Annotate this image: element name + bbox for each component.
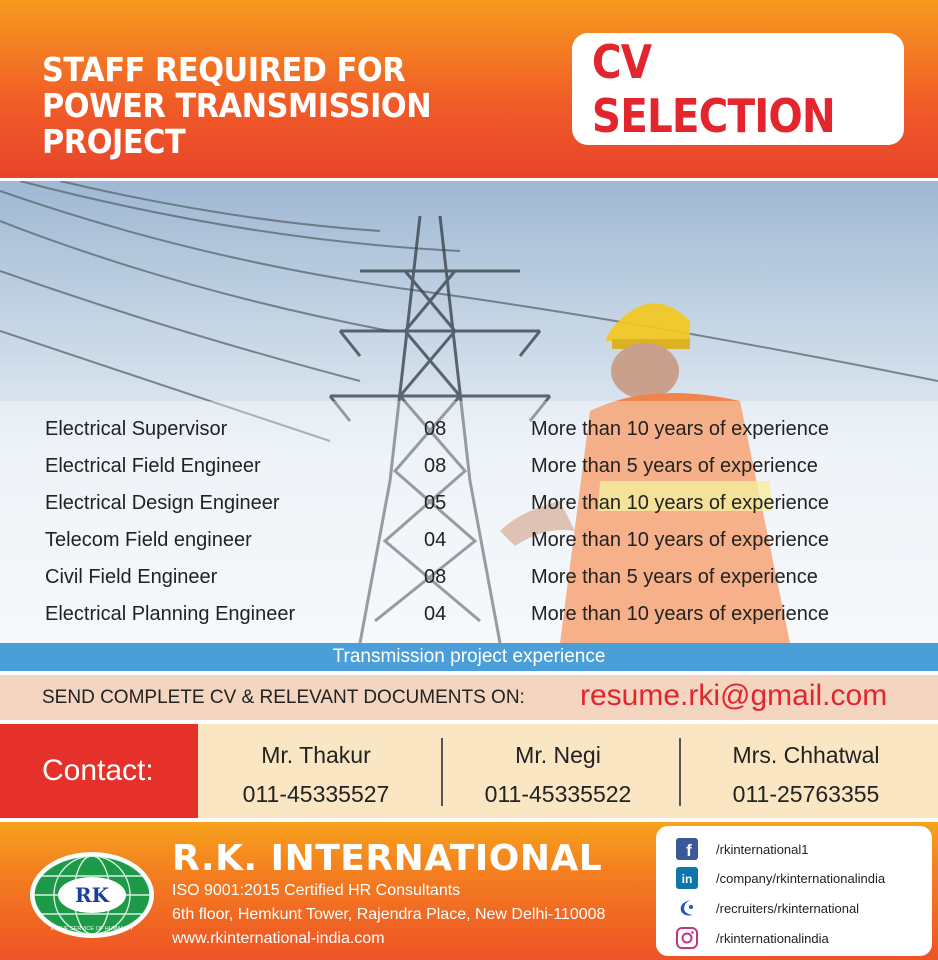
contact-person [696,740,916,809]
job-experience: More than 10 years of experience [531,418,829,440]
job-count: 08 [424,455,447,477]
logo-tagline: IN THE SERVICE OF HUMANITY [50,926,134,932]
job-row [45,566,925,603]
job-title: Electrical Planning Engineer [45,603,296,625]
facebook-icon [676,838,698,860]
cv-selection-text: CV SELECTION [591,35,835,143]
social-handle: /rkinternationalindia [716,930,829,946]
svg-text:f: f [686,841,692,860]
company-address: 6th floor, Hemkunt Tower, Rajendra Place, New Delhi-110008 [172,906,606,923]
job-row [45,418,925,455]
job-title: Telecom Field engineer [45,529,252,551]
social-link-linkedin[interactable] [676,865,885,891]
social-handle: /recruiters/rkinternational [716,900,860,916]
job-title: Electrical Supervisor [45,418,228,440]
social-links [656,826,932,956]
job-title: Electrical Design Engineer [45,492,280,514]
linkedin-icon [676,867,698,889]
send-cv-label: SEND COMPLETE CV & RELEVANT DOCUMENTS ON: [42,687,525,708]
contact-phone[interactable]: 011-45335527 [242,781,390,807]
job-count: 08 [424,566,447,588]
header-banner [0,0,938,178]
social-link-facebook[interactable] [676,836,809,862]
contact-divider [679,738,681,806]
job-count: 04 [424,603,447,625]
contact-person [206,740,426,809]
job-title: Civil Field Engineer [45,566,218,588]
instagram-icon [676,927,698,949]
contact-name: Mr. Thakur [261,742,371,768]
social-link-instagram[interactable] [676,925,829,951]
naukri-icon [676,897,698,919]
contact-label: Contact: [0,724,198,818]
footer [0,822,938,960]
transmission-experience-banner: Transmission project experience [0,643,938,671]
job-row [45,529,925,566]
job-title: Electrical Field Engineer [45,455,261,477]
svg-text:in: in [681,872,693,886]
job-row [45,603,925,640]
job-count: 04 [424,529,447,551]
jobs-list [45,418,925,640]
job-row [45,455,925,492]
job-experience: More than 10 years of experience [531,603,829,625]
job-row [45,492,925,529]
job-experience: More than 5 years of experience [531,455,818,477]
social-handle: /rkinternational1 [716,841,809,857]
job-experience: More than 10 years of experience [531,529,829,551]
rk-logo [28,850,156,940]
contact-name: Mrs. Chhatwal [732,742,880,768]
header-title-line1: STAFF REQUIRED FOR [42,50,406,89]
job-experience: More than 5 years of experience [531,566,818,588]
header-title [42,52,520,160]
contact-panel [198,724,938,818]
company-certification: ISO 9001:2015 Certified HR Consultants [172,882,461,899]
header-title-line2: POWER TRANSMISSION PROJECT [42,86,432,161]
cv-selection-badge [572,33,904,145]
job-count: 05 [424,492,447,514]
company-name: R.K. INTERNATIONAL [172,838,603,879]
contact-phone[interactable]: 011-25763355 [732,781,880,807]
email-link[interactable]: resume.rki@gmail.com [580,679,888,712]
social-handle: /company/rkinternationalindia [716,870,886,886]
job-experience: More than 10 years of experience [531,492,829,514]
contact-divider [441,738,443,806]
send-cv-band [0,675,938,720]
company-website[interactable]: www.rkinternational-india.com [172,930,385,947]
contact-name: Mr. Negi [515,742,601,768]
contact-phone[interactable]: 011-45335522 [484,781,632,807]
contact-person [448,740,668,809]
social-link-naukri[interactable] [676,895,859,921]
job-count: 08 [424,418,447,440]
logo-text: RK [74,883,110,907]
